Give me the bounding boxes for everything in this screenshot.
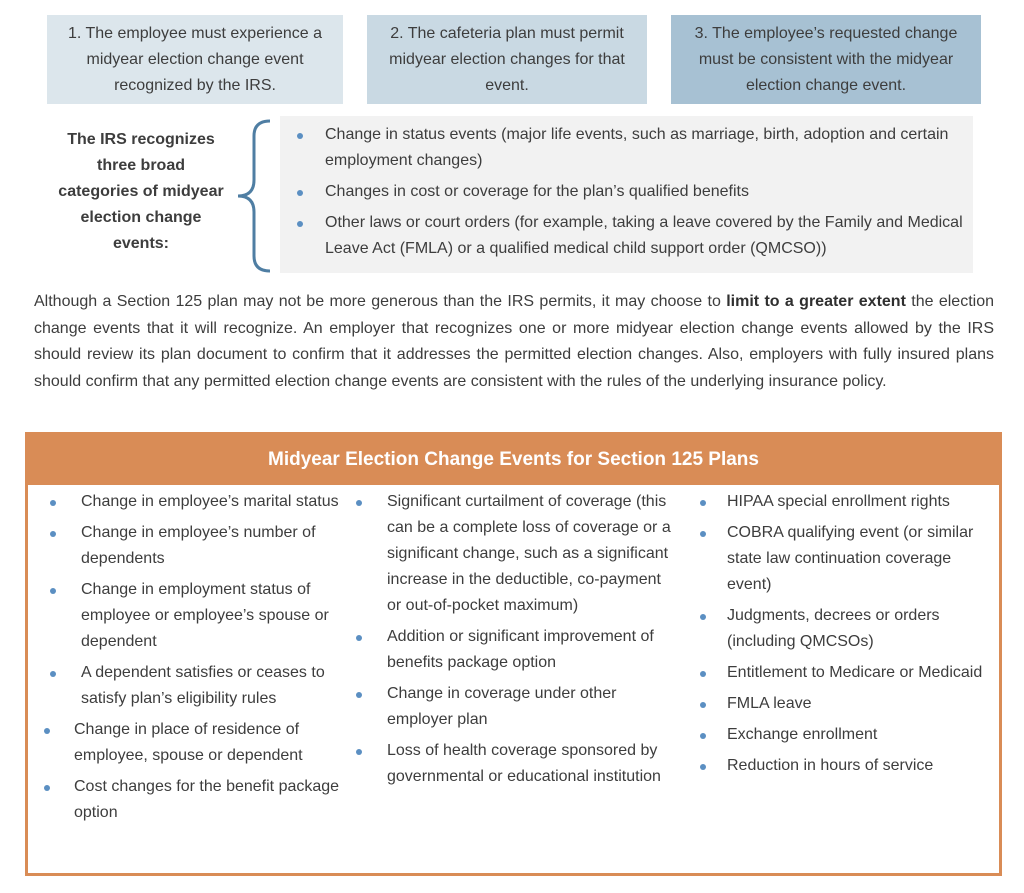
event-item (41, 489, 351, 515)
irs-category-text: Changes in cost or coverage for the plan’s qualified benefits (325, 183, 749, 200)
event-text: Addition or significant improvement of benefits package option (387, 628, 654, 671)
irs-category-text: Other laws or court orders (for example, taking a leave covered by the Family and Medical Leave Act (FMLA) or a qualified medical child support order (QMCSO)) (325, 214, 963, 257)
bullet-icon (700, 614, 706, 620)
event-text: Entitlement to Medicare or Medicaid (727, 664, 983, 681)
bullet-icon (356, 500, 362, 506)
event-text: COBRA qualifying event (or similar state law continuation coverage event) (727, 524, 974, 593)
event-text: Reduction in hours of service (727, 757, 934, 774)
event-item (41, 520, 351, 572)
event-text: Cost changes for the benefit package option (74, 778, 340, 821)
event-text: Change in employment status of employee or employee’s spouse or dependent (81, 581, 329, 650)
bullet-icon (356, 692, 362, 698)
irs-category-item (294, 179, 963, 205)
event-text: HIPAA special enrollment rights (727, 493, 950, 510)
event-item (353, 624, 678, 676)
event-item (353, 738, 678, 790)
bullet-icon (50, 588, 56, 594)
curly-brace-icon (232, 118, 278, 274)
bullet-icon (700, 702, 706, 708)
paragraph-emphasis: limit to a greater extent (726, 293, 906, 310)
event-text: A dependent satisfies or ceases to satisfy plan’s eligibility rules (81, 664, 325, 707)
bullet-icon (44, 728, 50, 734)
event-item (697, 520, 997, 598)
requirement-3 (671, 15, 981, 104)
event-item (697, 603, 997, 655)
requirement-2-text: 2. The cafeteria plan must permit midyear election changes for that event. (389, 24, 625, 94)
events-title: Midyear Election Change Events for Section 125 Plans (28, 435, 999, 485)
event-item (697, 691, 997, 717)
irs-categories-list (280, 116, 973, 273)
bullet-icon (700, 531, 706, 537)
irs-category-item (294, 122, 963, 174)
requirement-1 (47, 15, 343, 104)
irs-category-text: Change in status events (major life events, such as marriage, birth, adoption and certain employment changes) (325, 126, 949, 169)
events-panel (25, 432, 1002, 876)
event-text: Judgments, decrees or orders (including QMCSOs) (727, 607, 940, 650)
event-text: FMLA leave (727, 695, 812, 712)
event-item (41, 717, 351, 769)
event-item (697, 660, 997, 686)
paragraph-start: Although a Section 125 plan may not be more generous than the IRS permits, it may choose to (34, 293, 727, 310)
event-item (41, 660, 351, 712)
event-text: Change in employee’s marital status (81, 493, 339, 510)
event-item (353, 681, 678, 733)
paragraph-end: the election change events that it will recognize. An employer that recognizes one or more midyear election change events allowed by the IRS should review its plan document to confirm that it addresses the permitted election changes. Also, employers with fully insured plans should confirm that any permitted election change events are consistent with the rules of the underlying insurance policy. (34, 293, 994, 390)
requirement-3-text: 3. The employee’s requested change must be consistent with the midyear election change event. (694, 24, 958, 94)
events-column-2 (353, 489, 678, 795)
event-item (41, 774, 351, 826)
event-text: Significant curtailment of coverage (this can be a complete loss of coverage or a significant change, such as a significant increase in the deductible, co-payment or out-of-pocket maximum) (387, 493, 671, 614)
event-item (41, 577, 351, 655)
requirement-2 (367, 15, 647, 104)
event-item (353, 489, 678, 619)
events-column-1 (41, 489, 351, 831)
event-item (697, 722, 997, 748)
event-text: Change in place of residence of employee, spouse or dependent (74, 721, 303, 764)
bullet-icon (50, 531, 56, 537)
irs-categories-label: The IRS recognizes three broad categories of midyear election change events: (58, 131, 224, 252)
bullet-icon (356, 749, 362, 755)
bullet-icon (297, 221, 303, 227)
bullet-icon (700, 671, 706, 677)
event-text: Change in coverage under other employer plan (387, 685, 617, 728)
bullet-icon (700, 500, 706, 506)
bullet-icon (297, 133, 303, 139)
bullet-icon (44, 785, 50, 791)
event-text: Change in employee’s number of dependents (81, 524, 316, 567)
bullet-icon (297, 190, 303, 196)
bullet-icon (700, 733, 706, 739)
requirement-1-text: 1. The employee must experience a midyear election change event recognized by the IRS. (67, 24, 323, 94)
explanation-paragraph (34, 289, 994, 395)
events-column-3 (697, 489, 997, 784)
bullet-icon (50, 500, 56, 506)
event-text: Exchange enrollment (727, 726, 878, 743)
irs-category-item (294, 210, 963, 262)
event-item (697, 489, 997, 515)
bullet-icon (356, 635, 362, 641)
bullet-icon (50, 671, 56, 677)
event-text: Loss of health coverage sponsored by governmental or educational institution (387, 742, 661, 785)
bullet-icon (700, 764, 706, 770)
event-item (697, 753, 997, 779)
